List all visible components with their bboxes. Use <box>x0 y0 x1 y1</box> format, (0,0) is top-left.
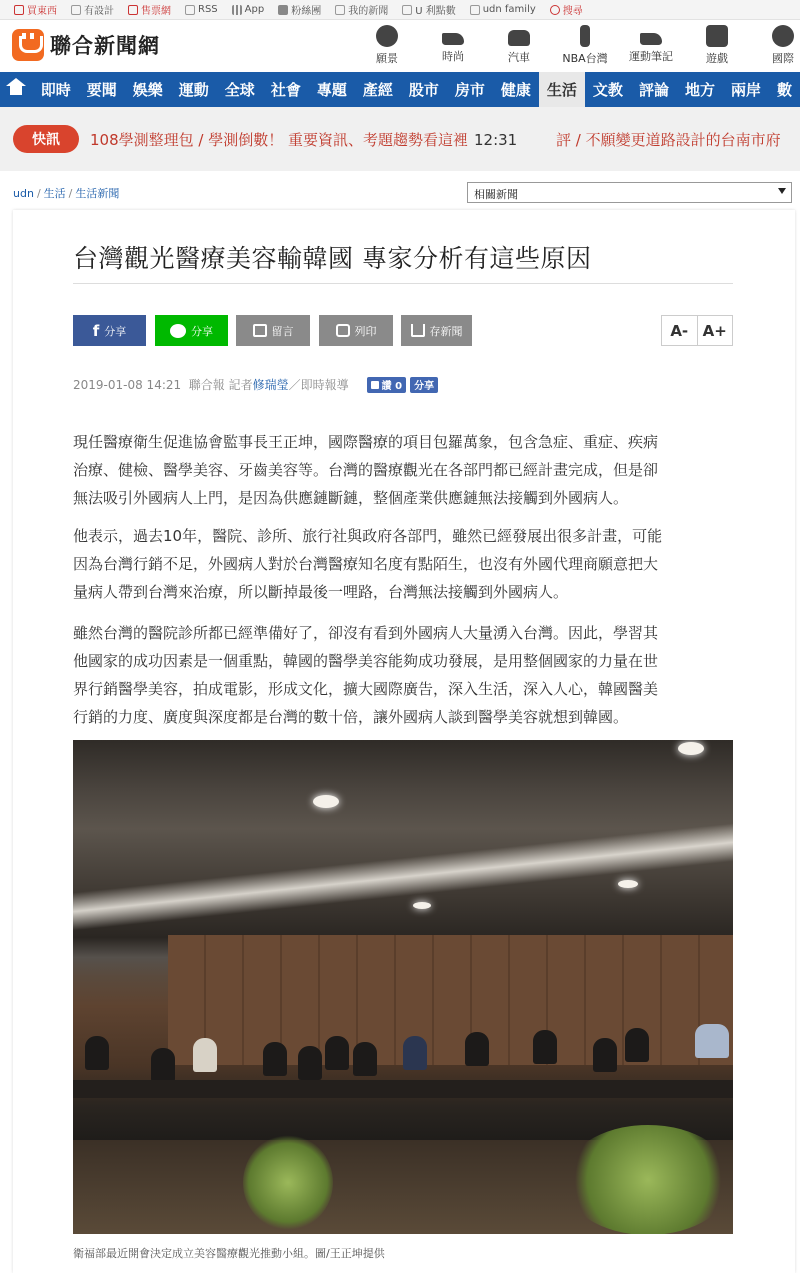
category-link[interactable]: 運動筆記 <box>618 25 684 66</box>
save-news-button[interactable]: 存新聞 <box>401 315 472 346</box>
meeting-attendee <box>533 1030 557 1064</box>
globe-icon <box>772 25 794 47</box>
fb-like-button[interactable]: 讚 0 <box>367 377 406 393</box>
meeting-attendee <box>593 1038 617 1072</box>
breadcrumb-item[interactable]: 生活新聞 <box>75 187 120 200</box>
meeting-attendee <box>85 1036 109 1070</box>
printer-icon <box>336 324 350 337</box>
nav-home[interactable] <box>0 72 33 107</box>
breadcrumb-item[interactable]: udn <box>13 187 34 200</box>
inbox-icon <box>335 5 345 15</box>
site-header <box>0 21 800 72</box>
utility-link[interactable]: udn family <box>470 4 536 15</box>
car-icon <box>508 30 530 46</box>
article-title: 台灣觀光醫療美容輸韓國 專家分析有這些原因 <box>73 244 592 273</box>
nav-item[interactable]: 股市 <box>408 81 439 99</box>
utility-link[interactable]: 售票網 <box>128 2 171 17</box>
ticket-icon <box>376 25 398 47</box>
nav-item[interactable]: 要聞 <box>86 81 117 99</box>
heel-shoe-icon <box>442 33 464 45</box>
nav-item[interactable]: 產經 <box>362 81 393 99</box>
meeting-attendee <box>193 1038 217 1072</box>
shop-icon <box>14 5 24 15</box>
udn-logo-icon <box>12 29 44 61</box>
nav-item[interactable]: 地方 <box>684 81 715 99</box>
article-card <box>13 210 795 1273</box>
site-name: 聯合新聞網 <box>50 34 160 58</box>
source: 聯合報 <box>188 378 225 392</box>
breaking-news-bar <box>0 107 800 171</box>
nav-item[interactable]: 兩岸 <box>730 81 761 99</box>
print-button[interactable]: 列印 <box>319 315 393 346</box>
comment-button[interactable]: 留言 <box>236 315 310 346</box>
line-share-button[interactable]: 分享 <box>155 315 228 346</box>
facebook-icon: f <box>92 321 100 340</box>
utility-bar <box>0 0 800 20</box>
ceiling-light <box>618 880 638 888</box>
category-shortcuts <box>354 25 800 66</box>
utility-link[interactable]: RSS <box>185 4 218 15</box>
facebook-share-button[interactable]: f 分享 <box>73 315 146 346</box>
sneaker-icon <box>640 33 662 45</box>
plant <box>563 1125 733 1234</box>
publish-datetime: 2019-01-08 14:21 <box>73 377 182 392</box>
article-paragraph: 現任醫療衛生促進協會監事長王正坤，國際醫療的項目包羅萬象，包含急症、重症、疾病 治療、健檢、醫學美容、牙齒美容等。台灣的醫療觀光在各部門都已經計畫完成，但是卻 無法吸引外國病人上門，是因為供應鏈斷鏈，整個產業供應鏈無法接觸到外國病人。 <box>73 433 659 507</box>
search-icon <box>550 5 560 15</box>
nav-item[interactable]: 文教 <box>592 81 623 99</box>
category-link[interactable]: 遊戲 <box>684 25 750 66</box>
title-divider <box>73 283 733 284</box>
related-news-select[interactable]: 相關新聞 <box>467 182 792 203</box>
desk: ／即時報導 <box>288 378 349 392</box>
utility-link[interactable]: 有設計 <box>71 2 114 17</box>
article-paragraph: 他表示，過去10年，醫院、診所、旅行社與政府各部門，雖然已經發展出很多計畫，可能 因為台灣行銷不足，外國病人對於台灣醫療知名度有點陌生，也沒有外國代理商願意把大 量病人帶到台灣來治療，所以斷掉最後一哩路，台灣無法接觸到外國病人。 <box>73 527 663 601</box>
category-link[interactable]: NBA台灣 <box>552 25 618 66</box>
nav-item[interactable]: 專題 <box>316 81 347 99</box>
comment-icon <box>253 324 267 337</box>
breadcrumb-item[interactable]: 生活 <box>43 187 66 200</box>
nav-item[interactable]: 數 <box>776 81 792 99</box>
utility-link[interactable]: 我的新聞 <box>335 2 388 17</box>
font-larger-button[interactable]: A+ <box>697 316 733 345</box>
font-size-controls <box>661 315 733 346</box>
meeting-attendee <box>151 1048 175 1082</box>
nav-item[interactable]: 房市 <box>454 81 485 99</box>
meeting-attendee <box>353 1042 377 1076</box>
nav-item[interactable]: 娛樂 <box>132 81 163 99</box>
plant <box>243 1135 333 1230</box>
nav-item[interactable]: 評論 <box>638 81 669 99</box>
meeting-attendee <box>263 1042 287 1076</box>
ceiling-light-band <box>73 823 733 930</box>
nav-item[interactable]: 運動 <box>178 81 209 99</box>
rss-icon <box>185 5 195 15</box>
chevron-down-icon <box>778 188 786 194</box>
nav-item[interactable]: 即時 <box>40 81 71 99</box>
breadcrumb: udn / 生活 / 生活新聞 <box>13 187 120 200</box>
ceiling-light <box>678 742 704 755</box>
meeting-attendee <box>298 1046 322 1080</box>
home-icon <box>8 83 24 97</box>
utility-link[interactable]: 粉絲團 <box>278 2 321 17</box>
app-grid-icon <box>232 5 242 15</box>
reporter-link[interactable]: 修瑞瑩 <box>252 378 289 392</box>
design-icon <box>71 5 81 15</box>
nav-item[interactable]: 健康 <box>500 81 531 99</box>
photo-caption: 衛福部最近開會決定成立美容醫療觀光推動小組。圖/王正坤提供 <box>73 1247 385 1260</box>
article-paragraph: 雖然台灣的醫院診所都已經準備好了，卻沒有看到外國病人大量湧入台灣。因此，學習其 他國家的成功因素是一個重點，韓國的醫學美容能夠成功發展，是用整個國家的力量在世 界行銷醫學美容，拍成電影，形成文化，擴大國際廣告，深入生活，深入人心，韓國醫美 行銷的力度、廣度與深度都是台灣的數十倍，讓外國病人談到醫學美容就想到韓國。 <box>73 624 659 726</box>
breaking-news-headline[interactable]: 108學測整理包 / 學測倒數！ 重要資訊、考題趨勢看這裡 12:31 <box>90 131 518 149</box>
meeting-attendee <box>465 1032 489 1066</box>
meeting-attendee <box>403 1036 427 1070</box>
utility-link[interactable]: 搜尋 <box>550 2 583 17</box>
main-nav <box>0 72 800 107</box>
breaking-news-badge: 快訊 <box>13 125 79 153</box>
facebook-icon <box>278 5 288 15</box>
article-meta: 2019-01-08 14:21 聯合報 記者 修瑞瑩 ／即時報導 讚 0 分享 <box>73 376 438 393</box>
breaking-news-time: 12:31 <box>474 131 518 149</box>
conference-table <box>73 1080 733 1098</box>
category-link[interactable]: 國際 <box>750 25 800 66</box>
font-smaller-button[interactable]: A- <box>670 321 689 340</box>
nav-item[interactable]: 社會 <box>270 81 301 99</box>
download-icon <box>411 324 425 337</box>
meeting-attendee <box>695 1024 729 1058</box>
nav-item[interactable]: 全球 <box>224 81 255 99</box>
category-link[interactable]: 時尚 <box>420 25 486 66</box>
utility-link[interactable]: App <box>232 4 265 15</box>
points-icon <box>402 5 412 15</box>
utility-link[interactable]: 買東西 <box>14 2 57 17</box>
line-icon <box>170 324 186 338</box>
category-link[interactable]: 汽車 <box>486 25 552 66</box>
ceiling-light <box>413 902 431 909</box>
nba-icon <box>580 25 590 47</box>
article-photo[interactable] <box>73 740 733 1234</box>
meeting-attendee <box>625 1028 649 1062</box>
gamepad-icon <box>706 25 728 47</box>
family-icon <box>470 5 480 15</box>
fb-share-button[interactable]: 分享 <box>410 377 438 393</box>
breaking-news-next[interactable]: 評 / 不願變更道路設計的台南市府 <box>556 131 781 149</box>
category-link[interactable]: 願景 <box>354 25 420 66</box>
ceiling-light <box>313 795 339 808</box>
ticket-icon <box>128 5 138 15</box>
nav-item[interactable]: 生活 <box>539 72 585 107</box>
site-logo[interactable] <box>12 29 160 61</box>
utility-link[interactable]: U 利點數 <box>402 2 456 17</box>
thumbs-up-icon <box>371 381 379 389</box>
meeting-attendee <box>325 1036 349 1070</box>
